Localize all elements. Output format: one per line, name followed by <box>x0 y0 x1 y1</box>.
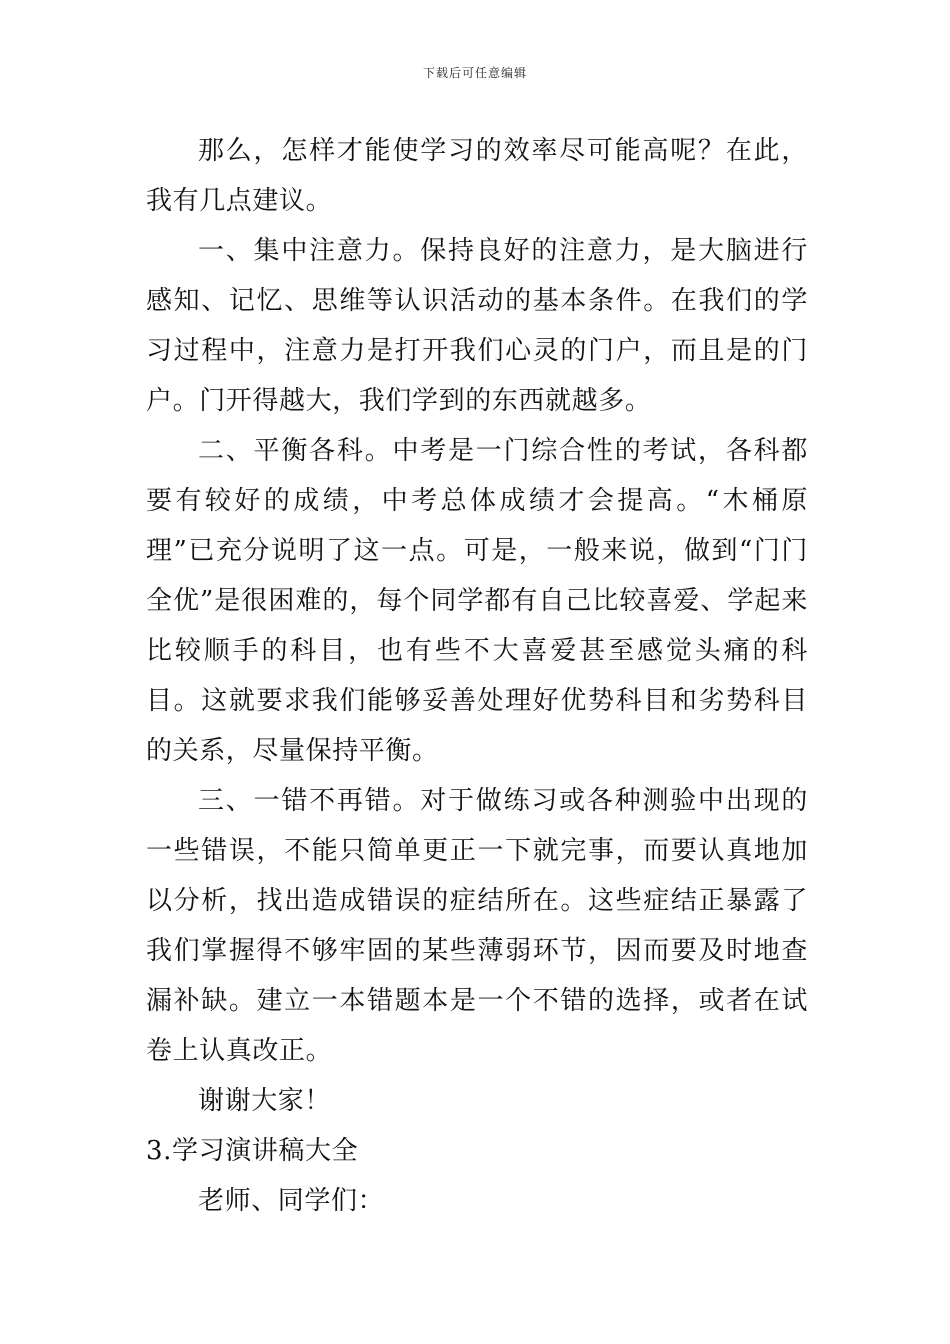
paragraph-thanks: 谢谢大家！ <box>198 1086 332 1116</box>
section-heading: 3.学习演讲稿大全 <box>146 1136 359 1166</box>
paragraph-point-3: 三、一错不再错。对于做练习或各种测验中出现的一些错误，不能只简单更正一下就完事，而要认真地加以分析，找出造成错误的症结所在。这些症结正暴露了我们掌握得不够牢固的某些薄弱环节，因而要及时地查漏补缺。建立一本错题本是一个不错的选择，或者在试卷上认真改正。 <box>146 786 808 1066</box>
document-body <box>146 126 808 1226</box>
paragraph-intro: 那么，怎样才能使学习的效率尽可能高呢？在此，我有几点建议。 <box>146 136 808 216</box>
paragraph-point-1: 一、集中注意力。保持良好的注意力，是大脑进行感知、记忆、思维等认识活动的基本条件。在我们的学习过程中，注意力是打开我们心灵的门户，而且是的门户。门开得越大，我们学到的东西就越多。 <box>146 236 808 416</box>
page-header: 下载后可任意编辑 <box>422 66 527 80</box>
salutation: 老师、同学们： <box>198 1186 385 1216</box>
paragraph-point-2: 二、平衡各科。中考是一门综合性的考试，各科都要有较好的成绩，中考总体成绩才会提高。“木桶原理”已充分说明了这一点。可是，一般来说，做到“门门全优”是很困难的，每个同学都有自己比较喜爱、学起来比较顺手的科目，也有些不大喜爱甚至感觉头痛的科目。这就要求我们能够妥善处理好优势科目和劣势科目的关系，尽量保持平衡。 <box>146 436 808 766</box>
